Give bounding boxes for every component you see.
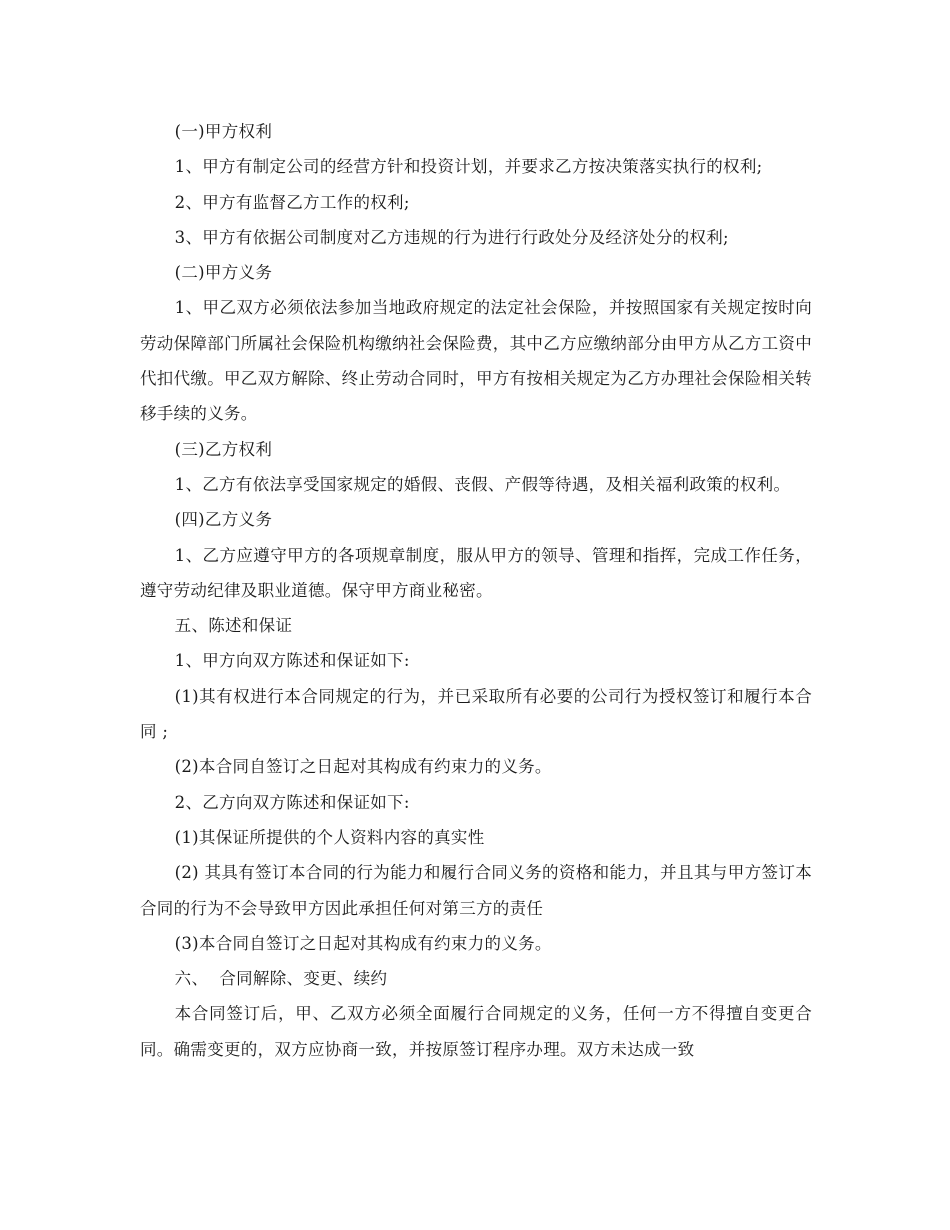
- party-b-representations-intro: 2、乙方向双方陈述和保证如下:: [174, 792, 410, 812]
- party-a-representation-2: (2)本合同自签订之日起对其构成有约束力的义务。: [174, 757, 552, 777]
- party-a-obligation-1: 1、甲乙双方必须依法参加当地政府规定的法定社会保险，并按照国家有关规定按时向劳动保障部门所属社会保险机构缴纳社会保险费，其中乙方应缴纳部分由甲方从乙方工资中代扣代缴。甲乙双方解除、终止劳动合同时，甲方有按相关规定为乙方办理社会保险相关转移手续的义务。: [140, 298, 812, 424]
- party-a-representation-1: (1)其有权进行本合同规定的行为，并已采取所有必要的公司行为授权签订和履行本合同 ;: [140, 686, 812, 742]
- section-heading-representations: 五、陈述和保证: [174, 616, 293, 636]
- section-heading-party-b-rights: (三)乙方权利: [174, 439, 273, 459]
- party-a-right-3: 3、甲方有依据公司制度对乙方违规的行为进行行政处分及经济处分的权利;: [174, 227, 729, 247]
- party-b-obligation-1: 1、乙方应遵守甲方的各项规章制度，服从甲方的领导、管理和指挥，完成工作任务，遵守劳动纪律及职业道德。保守甲方商业秘密。: [140, 545, 812, 600]
- section-heading-party-a-obligations: (二)甲方义务: [174, 263, 273, 283]
- party-a-right-2: 2、甲方有监督乙方工作的权利;: [174, 192, 410, 212]
- section-heading-termination: 六、 合同解除、变更、续约: [174, 969, 388, 989]
- party-b-representation-3: (3)本合同自签订之日起对其构成有约束力的义务。: [174, 933, 552, 953]
- termination-paragraph: 本合同签订后，甲、乙双方必须全面履行合同规定的义务，任何一方不得擅自变更合同。确需变更的，双方应协商一致，并按原签订程序办理。双方未达成一致: [140, 1004, 812, 1059]
- party-b-representation-2: (2) 其具有签订本合同的行为能力和履行合同义务的资格和能力，并且其与甲方签订本合同的行为不会导致甲方因此承担任何对第三方的责任: [140, 863, 812, 918]
- party-a-representations-intro: 1、甲方向双方陈述和保证如下:: [174, 651, 410, 671]
- document-body: [140, 114, 812, 1067]
- section-heading-party-b-obligations: (四)乙方义务: [174, 510, 273, 530]
- party-a-right-1: 1、甲方有制定公司的经营方针和投资计划，并要求乙方按决策落实执行的权利;: [174, 157, 763, 177]
- party-b-right-1: 1、乙方有依法享受国家规定的婚假、丧假、产假等待遇，及相关福利政策的权利。: [174, 474, 791, 494]
- party-b-representation-1: (1)其保证所提供的个人资料内容的真实性: [174, 827, 485, 847]
- section-heading-party-a-rights: (一)甲方权利: [174, 122, 273, 141]
